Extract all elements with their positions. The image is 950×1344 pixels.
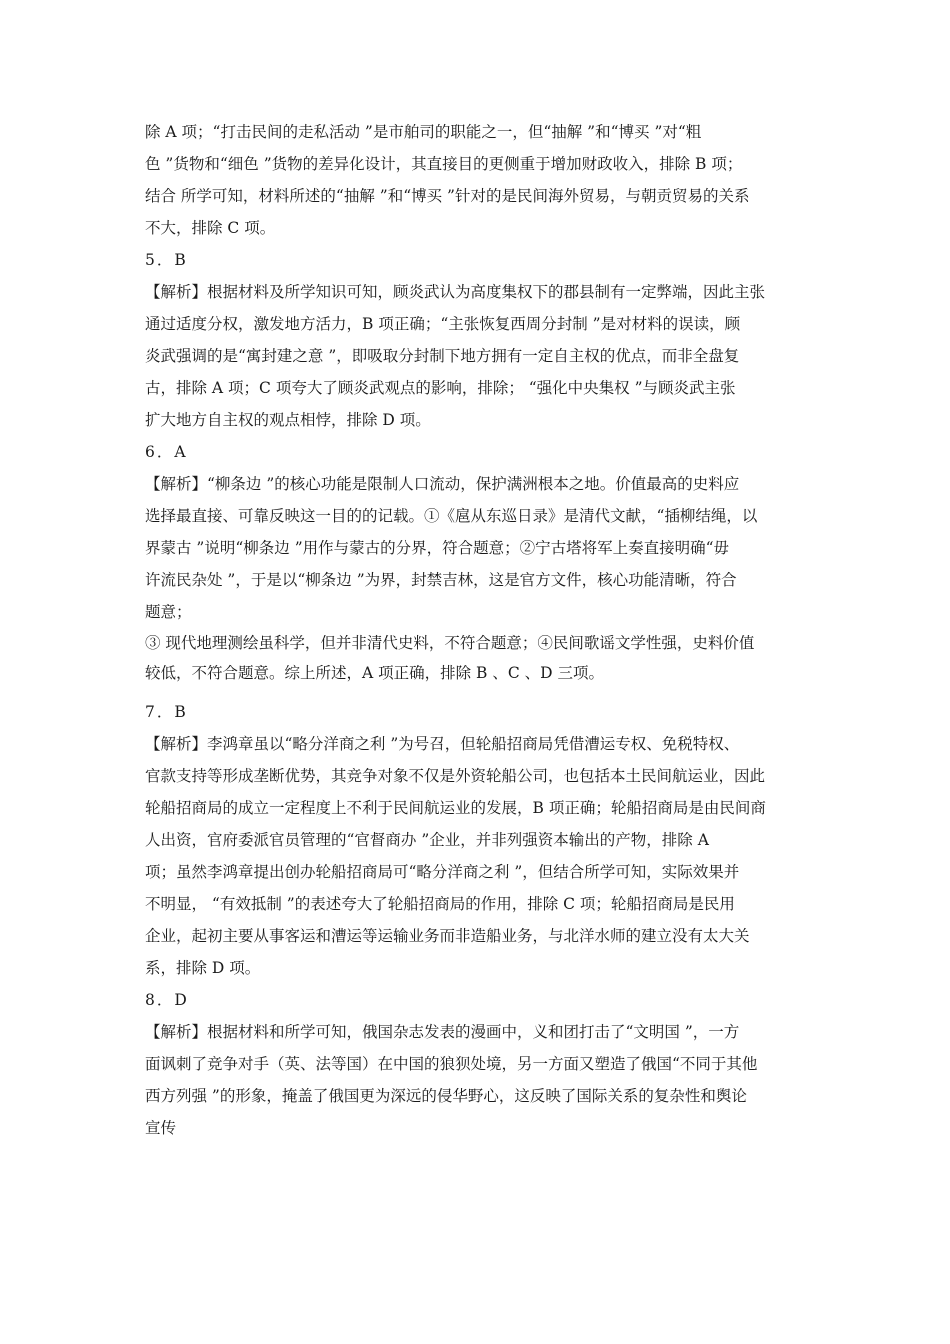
text-line: 【解析】李鸿章虽以“略分洋商之利 ”为号召，但轮船招商局凭借漕运专权、免税特权、 xyxy=(145,735,740,753)
question-7 xyxy=(145,696,825,984)
spacer xyxy=(145,688,825,696)
question-8 xyxy=(145,984,825,1144)
text-line: 通过适度分权，激发地方活力，B 项正确；“主张恢复西周分封制 ”是对材料的误读，顾 xyxy=(145,315,741,333)
continuation-paragraph xyxy=(145,116,825,244)
text-line: 许流民杂处 ”，于是以“柳条边 ”为界，封禁吉林，这是官方文件，核心功能清晰，符合 xyxy=(145,571,737,589)
text-line: 较低，不符合题意。综上所述，A 项正确，排除 B 、C 、D 三项。 xyxy=(145,664,605,682)
text-line: 色 ”货物和“细色 ”货物的差异化设计，其直接目的更侧重于增加财政收入，排除 B 项； xyxy=(145,155,743,173)
text-line: 轮船招商局的成立一定程度上不利于民间航运业的发展，B 项正确；轮船招商局是由民间商 xyxy=(145,799,766,817)
text-line: 官款支持等形成垄断优势，其竞争对象不仅是外资轮船公司，也包括本土民间航运业，因此 xyxy=(145,767,766,785)
text-line: 系，排除 D 项。 xyxy=(145,959,261,977)
text-line: 结合 所学可知，材料所述的“抽解 ”和“博买 ”针对的是民间海外贸易，与朝贡贸易的关系 xyxy=(145,187,750,205)
text-line: 除 A 项；“打击民间的走私活动 ”是市舶司的职能之一，但“抽解 ”和“博买 ”对“粗 xyxy=(145,123,702,141)
question-5 xyxy=(145,244,825,436)
text-line: 炎武强调的是“寓封建之意 ”，即吸取分封制下地方拥有一定自主权的优点，而非全盘复 xyxy=(145,347,740,365)
text-line: 选择最直接、可靠反映这一目的的记载。①《扈从东巡日录》是清代文献，“插柳结绳，以 xyxy=(145,507,758,525)
text-line: 【解析】根据材料和所学可知，俄国杂志发表的漫画中，义和团打击了“文明国 ”，一方 xyxy=(145,1023,740,1041)
text-line: 界蒙古 ”说明“柳条边 ”用作与蒙古的分界，符合题意；②宁古塔将军上奏直接明确“毋 xyxy=(145,539,730,557)
text-line: ③ 现代地理测绘虽科学，但并非清代史料，不符合题意；④民间歌谣文学性强，史料价值 xyxy=(145,634,755,652)
question-number: 5．B xyxy=(145,251,188,269)
text-line: 古，排除 A 项；C 项夸大了顾炎武观点的影响，排除； “强化中央集权 ”与顾炎武主张 xyxy=(145,379,736,397)
text-line: 面讽刺了竞争对手（英、法等国）在中国的狼狈处境，另一方面又塑造了俄国“不同于其他 xyxy=(145,1055,758,1073)
text-line: 人出资，官府委派官员管理的“官督商办 ”企业，并非列强资本输出的产物，排除 A xyxy=(145,831,709,849)
question-6 xyxy=(145,436,825,688)
answer-explanation-page xyxy=(145,116,825,1144)
text-line: 扩大地方自主权的观点相悖，排除 D 项。 xyxy=(145,411,431,429)
text-line: 企业，起初主要从事客运和漕运等运输业务而非造船业务，与北洋水师的建立没有太大关 xyxy=(145,927,750,945)
text-line: 题意； xyxy=(145,603,192,621)
text-line: 不大，排除 C 项。 xyxy=(145,219,276,237)
question-number: 6．A xyxy=(145,443,188,461)
text-line: 【解析】“柳条边 ”的核心功能是限制人口流动，保护满洲根本之地。价值最高的史料应 xyxy=(145,475,740,493)
text-line: 西方列强 ”的形象，掩盖了俄国更为深远的侵华野心，这反映了国际关系的复杂性和舆论 xyxy=(145,1087,747,1105)
text-line: 不明显， “有效抵制 ”的表述夸大了轮船招商局的作用，排除 C 项；轮船招商局是民用 xyxy=(145,895,735,913)
question-number: 7．B xyxy=(145,703,188,721)
text-line: 项；虽然李鸿章提出创办轮船招商局可“略分洋商之利 ”，但结合所学可知，实际效果并 xyxy=(145,863,740,881)
text-line: 宣传 xyxy=(145,1119,177,1137)
text-line: 【解析】根据材料及所学知识可知，顾炎武认为高度集权下的郡县制有一定弊端，因此主张 xyxy=(145,283,766,301)
question-number: 8．D xyxy=(145,991,189,1009)
